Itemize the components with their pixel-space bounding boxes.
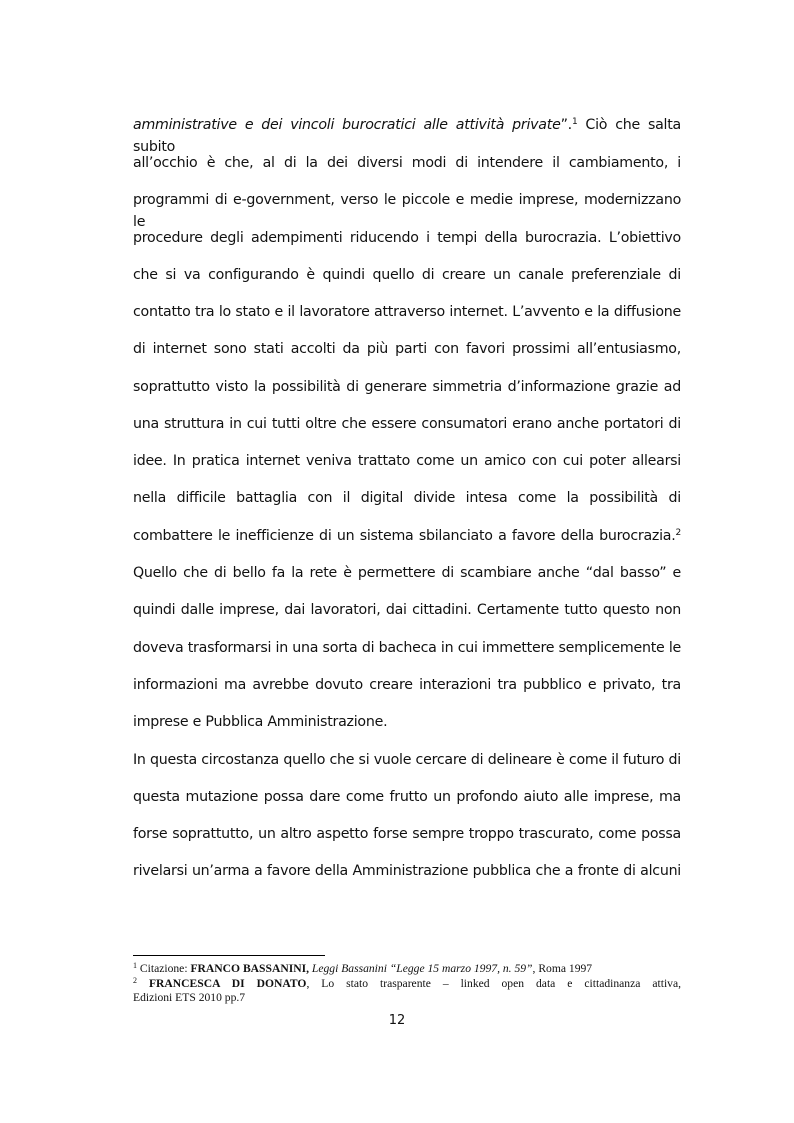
body-line-10: idee. In pratica internet veniva trattato come un amico con cui poter allearsi — [133, 453, 681, 469]
body-line-17: imprese e Pubblica Amministrazione. — [133, 714, 388, 730]
body-line-21: rivelarsi un’arma a favore della Amministrazione pubblica che a fronte di alcuni — [133, 863, 681, 879]
footnote-ref-1[interactable]: 1 — [571, 117, 578, 127]
body-line-6: contatto tra lo stato e il lavoratore attraverso internet. L’avvento e la diffusione — [133, 304, 681, 320]
body-line-20: forse soprattutto, un altro aspetto forse sempre troppo trascurato, come possa — [133, 826, 681, 842]
footnote-ref-2[interactable]: 2 — [675, 528, 681, 538]
line-tail: Ciò che salta subito — [133, 117, 681, 155]
footnote-separator — [133, 955, 325, 956]
footnote-author-2: FRANCESCA DI DONATO — [137, 977, 307, 990]
body-line-16: informazioni ma avrebbe dovuto creare interazioni tra pubblico e privato, tra — [133, 677, 681, 693]
footnote-1: $^1$ Citazione: FRANCO BASSANINI, Leggi Bassanini “Legge 15 marzo 1997, n. 59”, Roma 1997 — [133, 961, 593, 975]
footnote-num-1: 1 — [133, 961, 137, 970]
body-line-3: programmi di e-government, verso le piccole e medie imprese, modernizzano le — [133, 192, 681, 230]
body-line-15: doveva trasformarsi in una sorta di bacheca in cui immettere semplicemente le — [133, 640, 681, 656]
body-line-4: procedure degli adempimenti riducendo i tempi della burocrazia. L’obiettivo — [133, 230, 681, 246]
page-number: 12 — [388, 1013, 406, 1028]
line-text: combattere le inefficienze di un sistema sbilanciato a favore della burocrazia. — [133, 528, 676, 544]
footnote-2-cont: Edizioni ETS 2010 pp.7 — [133, 991, 246, 1004]
footnote-title-1: Leggi Bassanini “Legge 15 marzo 1997, n. 59” — [308, 962, 533, 975]
body-line-18: In questa circostanza quello che si vuole cercare di delineare è come il futuro di — [133, 752, 681, 768]
footnote-author-1: FRANCO BASSANINI, — [190, 962, 309, 975]
body-line-9: una struttura in cui tutti oltre che essere consumatori erano anche portatori di — [133, 416, 681, 432]
body-line-5: che si va configurando è quindi quello di creare un canale preferenziale di — [133, 267, 681, 283]
body-line-2: all’occhio è che, al di la dei diversi modi di intendere il cambiamento, i — [133, 155, 681, 171]
body-line-13: Quello che di bello fa la rete è permettere di scambiare anche “dal basso” e — [133, 565, 681, 581]
body-line-8: soprattutto visto la possibilità di generare simmetria d’informazione grazie ad — [133, 379, 681, 395]
body-line-11: nella difficile battaglia con il digital divide intesa come la possibilità di — [133, 490, 681, 506]
footnote-2: $^2$ FRANCESCA DI DONATO, Lo stato trasparente – linked open data e cittadinanza attiva, — [133, 976, 681, 990]
body-line-12 — [133, 525, 681, 547]
body-line-14: quindi dalle imprese, dai lavoratori, dai cittadini. Certamente tutto questo non — [133, 602, 681, 618]
italic-quote: amministrative e dei vincoli burocratici alle attività private — [133, 117, 561, 133]
quote-close: ”. — [560, 117, 572, 133]
body-line-19: questa mutazione possa dare come frutto un profondo aiuto alle imprese, ma — [133, 789, 681, 805]
body-line-1 — [133, 114, 681, 155]
footnote-num-2: 2 — [133, 976, 137, 985]
body-line-7: di internet sono stati accolti da più parti con favori prossimi all’entusiasmo, — [133, 341, 681, 357]
